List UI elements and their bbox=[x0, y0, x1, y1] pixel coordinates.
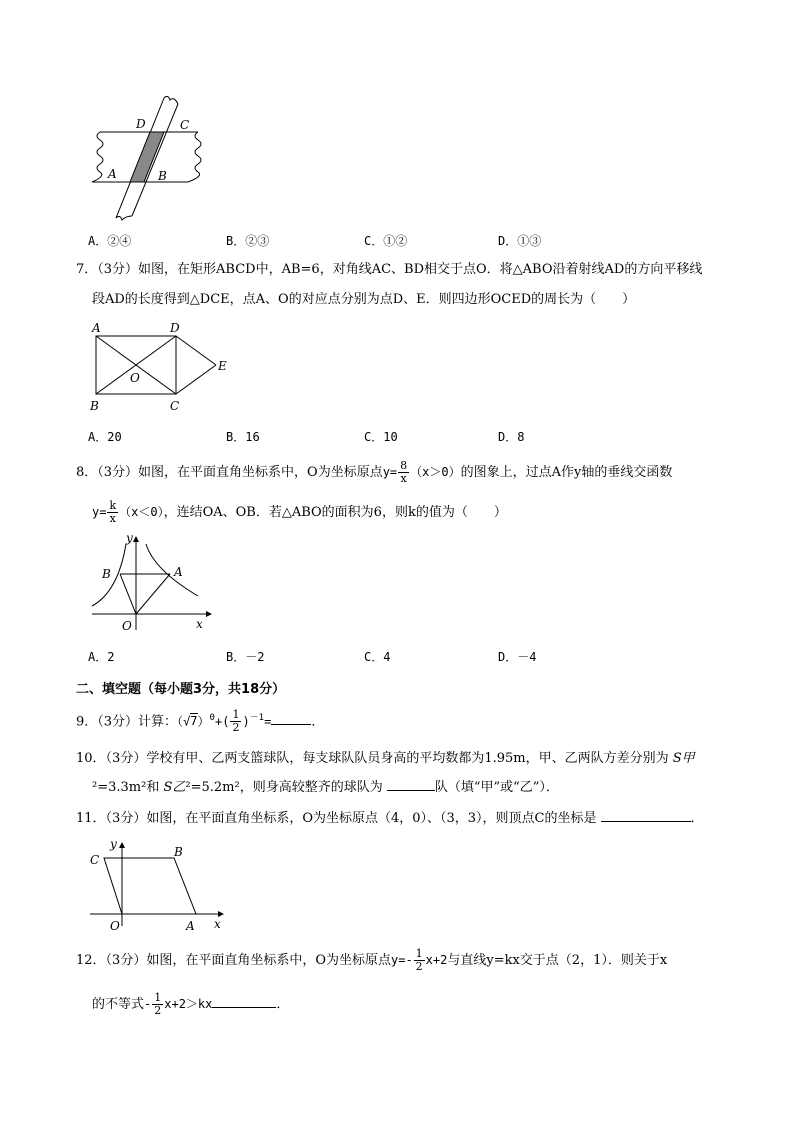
q11-answer-blank[interactable] bbox=[601, 821, 691, 822]
q6-choice-d[interactable]: D．①③ bbox=[498, 234, 542, 248]
q8-figure bbox=[88, 530, 218, 640]
q6-label-b: B bbox=[158, 169, 167, 183]
q8-label-a: A bbox=[174, 565, 183, 579]
q6-label-c: C bbox=[180, 118, 190, 132]
q7-label-o: O bbox=[130, 371, 140, 385]
q8-label-o: O bbox=[122, 619, 132, 633]
q8-question-line2: y= $\frac{k}{x}$ （x＜0），连结OA、OB．若△ABO的面积为6，则k的值为（ ） bbox=[92, 499, 507, 525]
q7-label-c: C bbox=[170, 399, 180, 413]
q12-question-line2: 的不等式- $\frac{1}{2}$ x+2＞kx ． bbox=[92, 991, 290, 1017]
q7-choice-c[interactable]: C．10 bbox=[364, 430, 398, 444]
q7-choice-d[interactable]: D．8 bbox=[498, 430, 525, 444]
section-heading: 二、填空题（每小题3分，共18分） bbox=[76, 682, 286, 697]
q8-label-b: B bbox=[102, 567, 111, 581]
q8-label-y: y bbox=[126, 531, 133, 545]
q10-question-line2: ²=3.3m²和 S乙²=5.2m²，则身高较整齐的球队为 队（填“甲”或“乙”）． bbox=[92, 780, 559, 795]
q6-label-d: D bbox=[136, 117, 146, 131]
q7-question-line2: 段AD的长度得到△DCE，点A、O的对应点分别为点D、E．则四边形OCED的周长为（ ） bbox=[92, 292, 636, 307]
q8-choice-c[interactable]: C．4 bbox=[364, 650, 391, 664]
q8-choice-a[interactable]: A．2 bbox=[88, 650, 115, 664]
q10-question-line1: 10．（3分）学校有甲、乙两支篮球队，每支球队队员身高的平均数都为1.95m，甲、乙两队方差分别为 S甲 bbox=[76, 751, 695, 766]
q6-figure bbox=[88, 92, 208, 222]
q11-figure bbox=[86, 834, 236, 934]
q10-answer-blank[interactable] bbox=[387, 790, 435, 791]
q9-answer-blank[interactable] bbox=[271, 724, 311, 725]
q7-choice-b[interactable]: B．16 bbox=[226, 430, 260, 444]
q8-question-line1: 8．（3分）如图，在平面直角坐标系中，O为坐标原点y= $\frac{8}{x}$ （x＞0）的图象上，过点A作y轴的垂线交函数 bbox=[76, 459, 673, 485]
q11-label-c: C bbox=[90, 853, 100, 867]
q8-choice-d[interactable]: D．－4 bbox=[498, 650, 537, 664]
q7-label-d: D bbox=[170, 321, 180, 335]
q9-question: 9．（3分）计算：$(√7)^0+$( $\frac{1}{2}$ )$^{-1}$= ． bbox=[76, 708, 325, 735]
q8-label-x: x bbox=[196, 617, 203, 631]
q7-label-e: E bbox=[218, 359, 227, 373]
q7-question-line1: 7．（3分）如图，在矩形ABCD中，AB=6，对角线AC、BD相交于点O．将△ABO沿着射线AD的方向平移线 bbox=[76, 262, 703, 277]
q6-choice-b[interactable]: B．②③ bbox=[226, 234, 270, 248]
q6-choice-c[interactable]: C．①② bbox=[364, 234, 408, 248]
q6-choice-a[interactable]: A．②④ bbox=[88, 234, 132, 248]
q11-question: 11．（3分）如图，在平面直角坐标系，O为坐标原点（4，0）、（3，3），则顶点C的坐标是 ． bbox=[76, 811, 704, 826]
q7-choice-a[interactable]: A．20 bbox=[88, 430, 122, 444]
q12-question-line1: 12．（3分）如图，在平面直角坐标系中，O为坐标原点y=- $\frac{1}{2}$ x+2与直线y=kx交于点（2，1）．则关于x bbox=[76, 947, 668, 973]
q6-label-a: A bbox=[108, 167, 117, 181]
q11-label-y: y bbox=[110, 837, 117, 851]
q7-figure bbox=[86, 318, 236, 418]
q12-answer-blank[interactable] bbox=[212, 1007, 276, 1008]
q11-label-x: x bbox=[214, 917, 221, 931]
q7-label-b: B bbox=[90, 399, 99, 413]
q11-label-b: B bbox=[174, 845, 183, 859]
q11-label-a: A bbox=[186, 919, 195, 933]
q8-choice-b[interactable]: B．－2 bbox=[226, 650, 265, 664]
q7-label-a: A bbox=[92, 321, 101, 335]
q11-label-o: O bbox=[110, 919, 120, 933]
